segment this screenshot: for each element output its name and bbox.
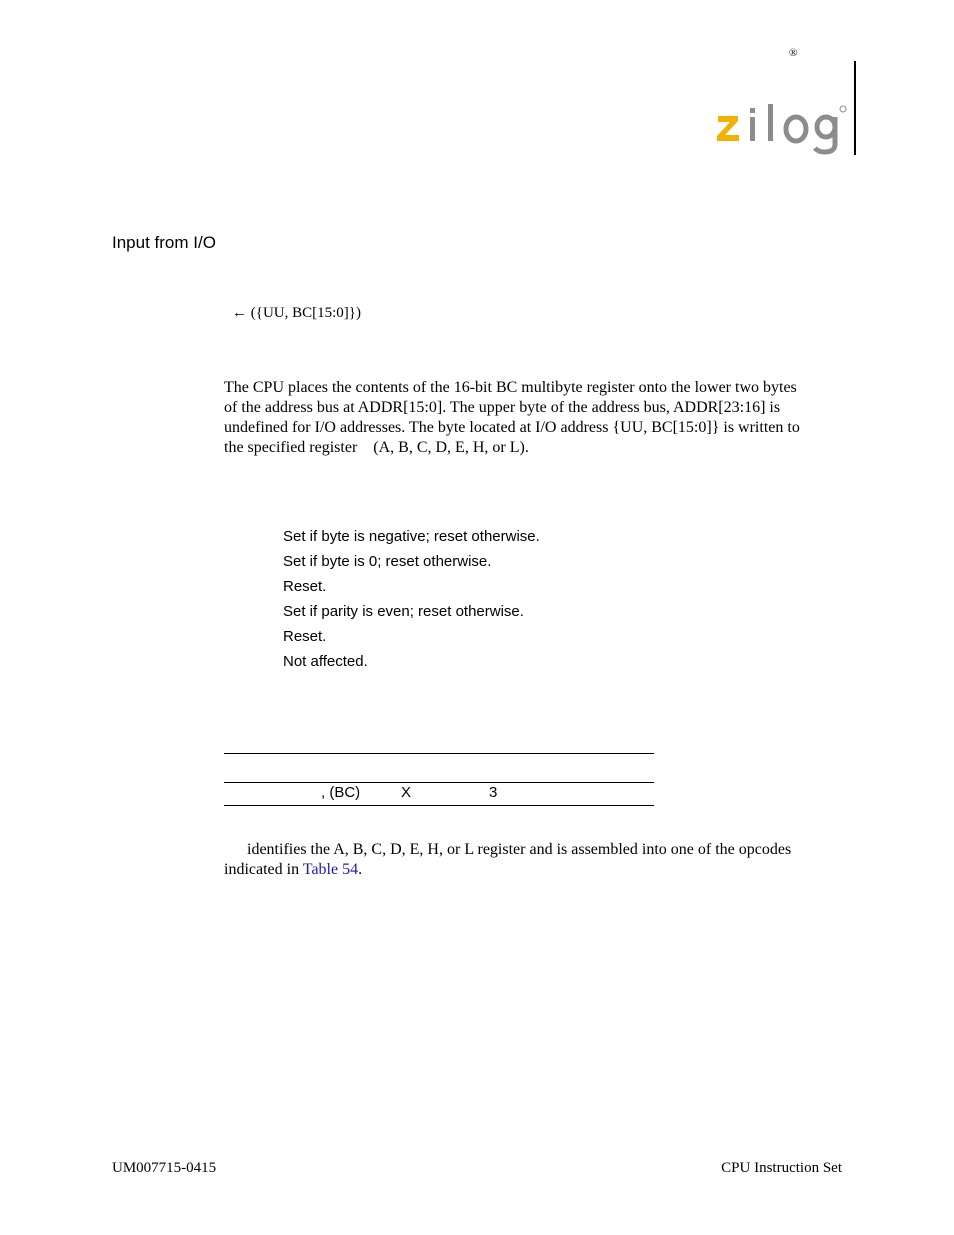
flag-addsub-description: Reset. [283, 628, 327, 645]
table-54-link[interactable]: Table 54 [302, 861, 359, 878]
description-line: of the address bus at ADDR[15:0]. The upper byte of the address bus, ADDR[23:16] is [224, 399, 781, 416]
table-header-rule [224, 782, 654, 783]
table-cell-cycles: 3 [489, 784, 498, 801]
description-line: The CPU places the contents of the 16-bit BC multibyte register onto the lower two bytes [224, 379, 797, 396]
flag-parity-description: Set if parity is even; reset otherwise. [283, 603, 524, 620]
operation-expression: ← ({UU, BC[15:0]}) [232, 305, 361, 321]
zilog-logo [712, 100, 852, 160]
table-bottom-rule [224, 805, 654, 806]
registered-trademark-mark: ® [789, 47, 798, 59]
description-line: undefined for I/O addresses. The byte located at I/O address {UU, BC[15:0]} is written to [224, 419, 800, 436]
description-paragraph [224, 378, 844, 458]
table-top-rule [224, 753, 654, 754]
note-suffix: . [358, 861, 363, 878]
description-line: the specified register (A, B, C, D, E, H, or L). [224, 439, 529, 456]
footer-doc-id: UM007715-0415 [112, 1160, 217, 1176]
note-line: identifies the A, B, C, D, E, H, or L register and is assembled into one of the opcodes [247, 841, 792, 858]
note-paragraph [224, 840, 844, 880]
flag-halfcarry-description: Reset. [283, 578, 327, 595]
table-cell-x: X [401, 784, 412, 801]
table-cell-operand: , (BC) [321, 784, 361, 801]
header-vertical-rule [854, 61, 856, 155]
note-line [224, 860, 844, 880]
footer-section-name: CPU Instruction Set [721, 1160, 842, 1176]
flag-carry-description: Not affected. [283, 653, 368, 670]
section-title: Input from I/O [112, 233, 216, 252]
note-prefix: indicated in [224, 861, 303, 878]
flag-sign-description: Set if byte is negative; reset otherwise. [283, 528, 540, 545]
flag-zero-description: Set if byte is 0; reset otherwise. [283, 553, 492, 570]
